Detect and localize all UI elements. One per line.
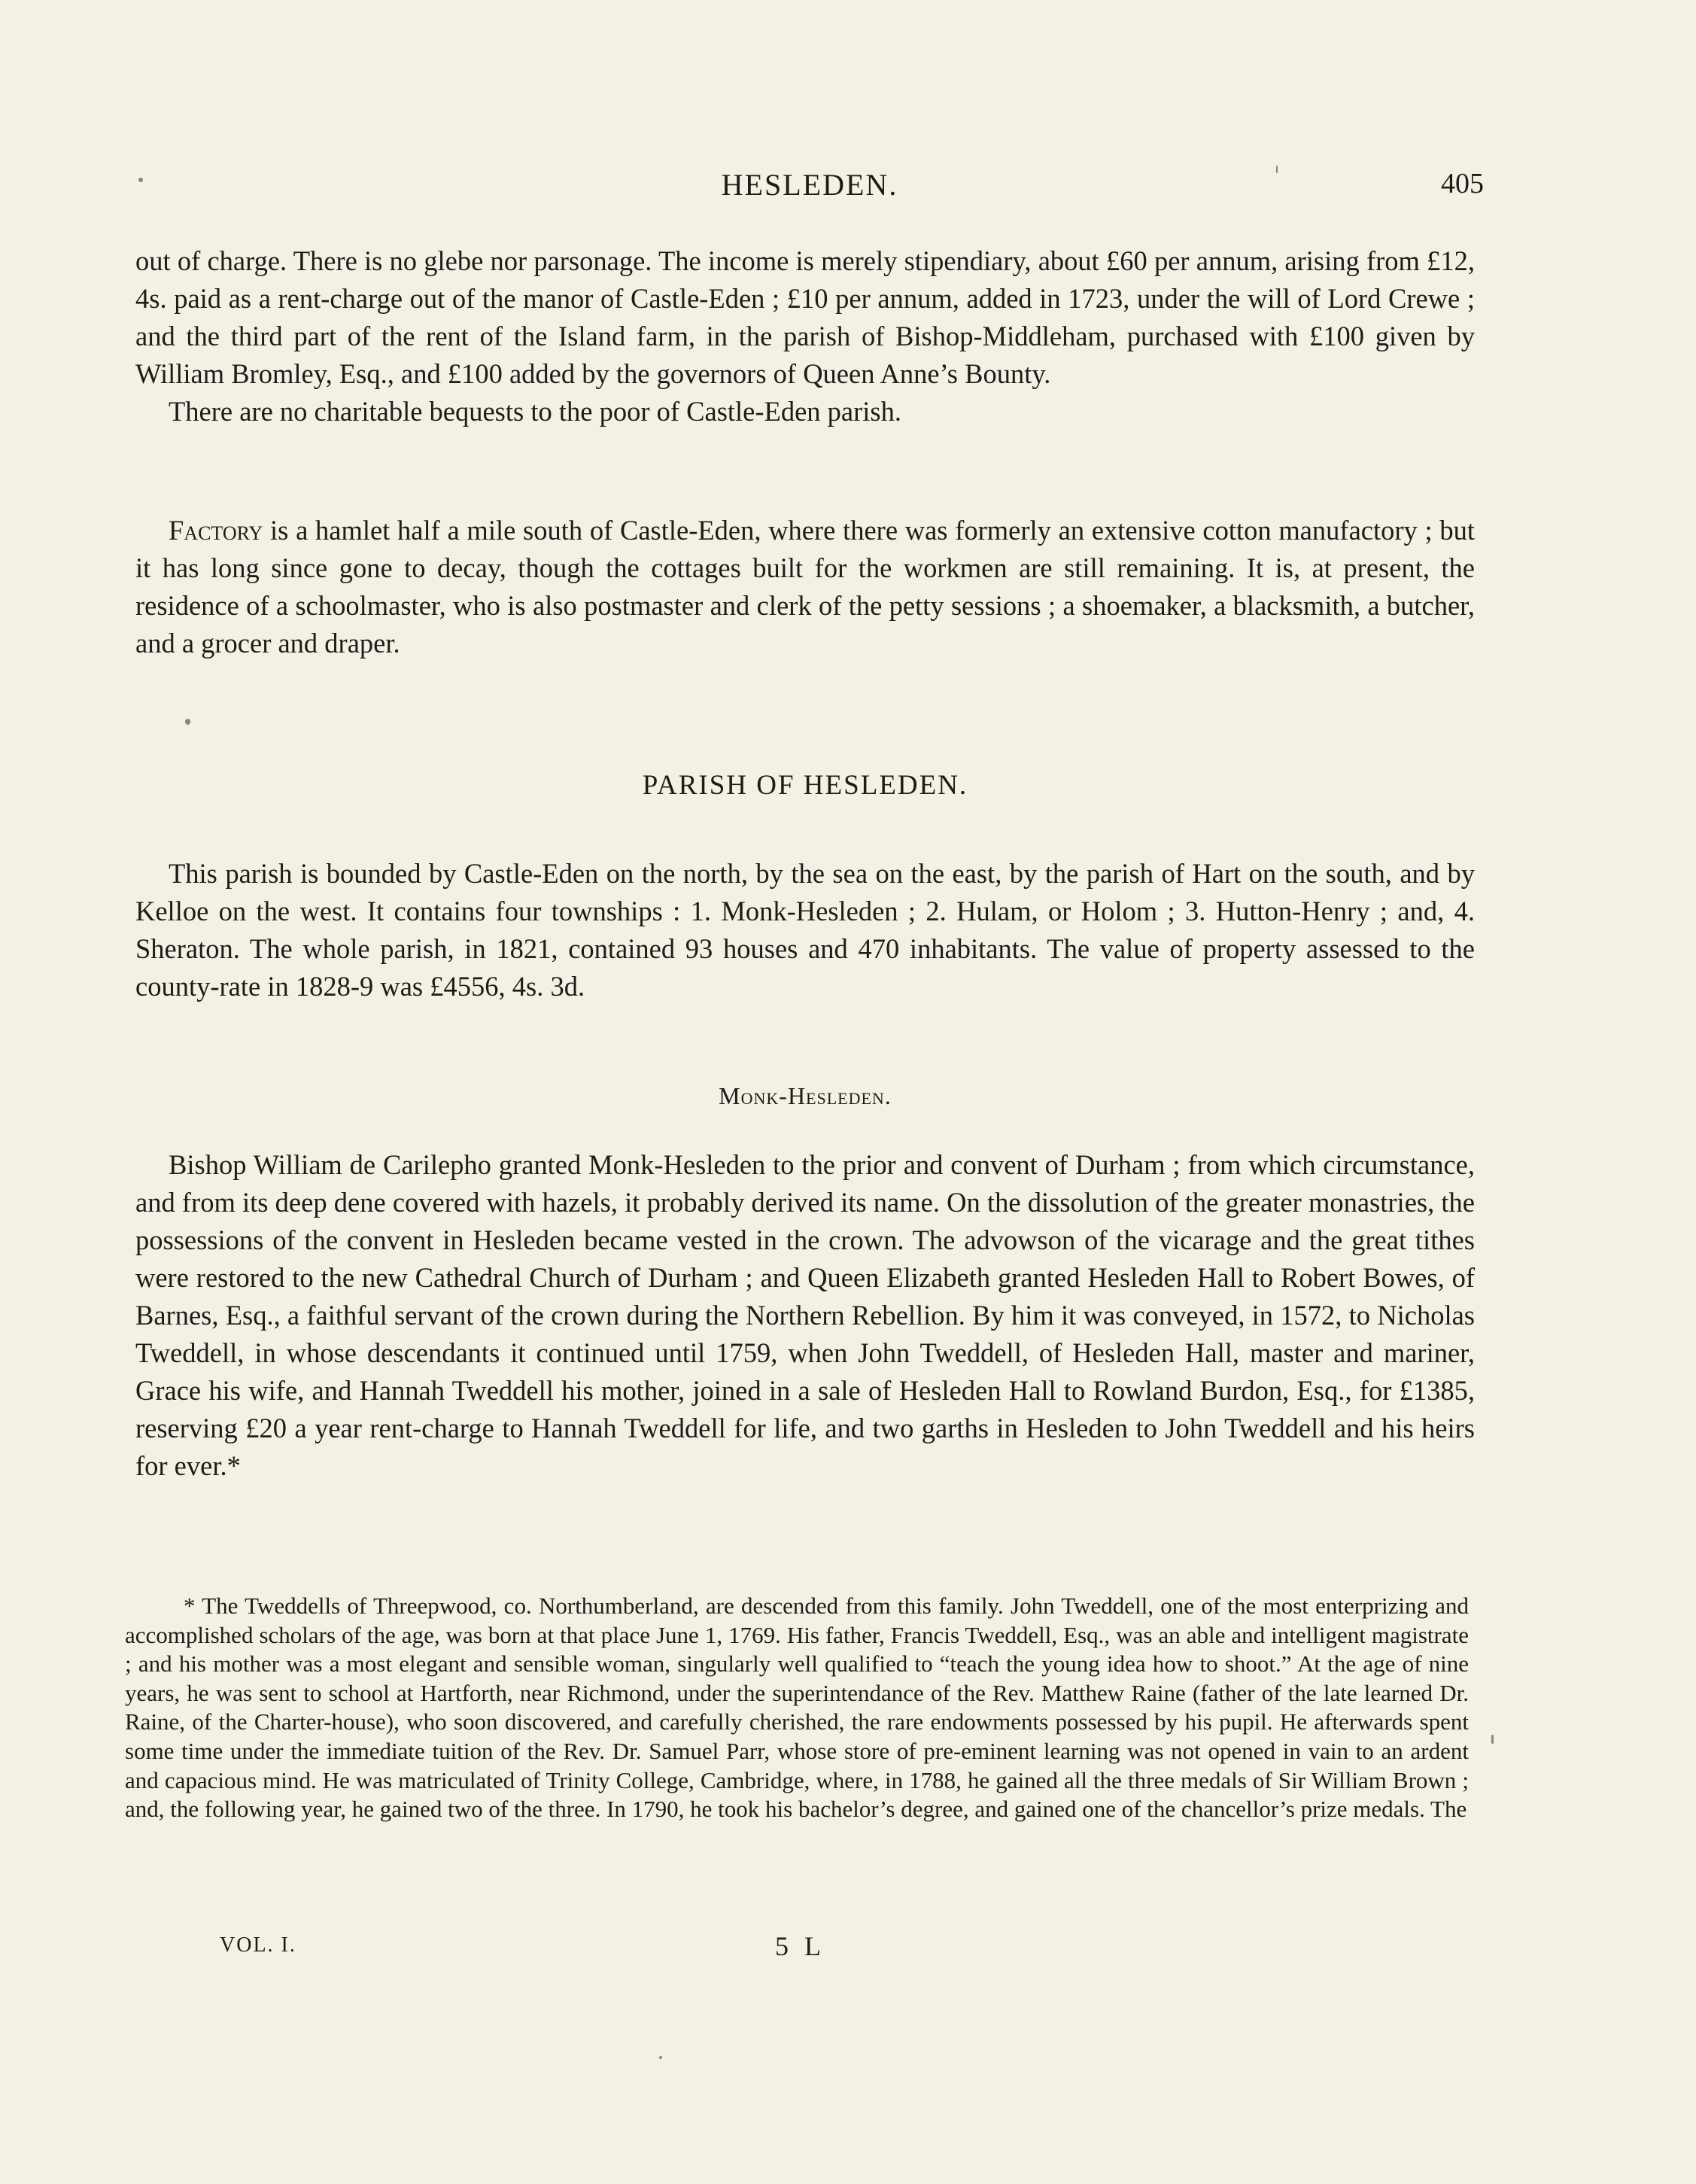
footnote — [125, 1592, 1469, 1824]
paper-speck — [1491, 1735, 1494, 1744]
running-title: HESLEDEN. — [721, 168, 898, 202]
factory-section — [135, 512, 1475, 662]
footnote-text: * The Tweddells of Threepwood, co. Northumberland, are descended from this family. John Tweddell, one of the most enterprizing and accomplished scholars of the age, was born at that place June 1, 1769. His father, Francis Tweddell, Esq., was an able and intelligent magistrate ; and his mother was a most elegant and sensible woman, singularly well qualified to “teach the young idea how to shoot.” At the age of nine years, he was sent to school at Hartforth, near Richmond, under the superintendance of the Rev. Matthew Raine (father of the late learned Dr. Raine, of the Charter-house), who soon discovered, and carefully cherished, the rare endowments possessed by his pupil. He afterwards spent some time under the immediate tuition of the Rev. Dr. Samuel Parr, whose store of pre-eminent learning was not opened in vain to an ardent and capacious mind. He was matriculated of Trinity College, Cambridge, where, in 1788, he gained all the three medals of Sir William Brown ; and, the following year, he gained two of the three. In 1790, he took his bachelor’s degree, and gained one of the chancellor’s prize medals. The — [125, 1592, 1469, 1823]
paper-speck — [1276, 166, 1278, 173]
factory-paragraph — [135, 512, 1475, 662]
monk-hesleden-section — [135, 1146, 1475, 1485]
parish-paragraph: This parish is bounded by Castle-Eden on the north, by the sea on the east, by the parish of Hart on the south, and by Kelloe on the west. It contains four townships : 1. Monk-Hesleden ; 2. Hulam, or Holom ; 3. Hutton-Henry ; and, 4. Sheraton. The whole parish, in 1821, contained 93 houses and 470 inhabitants. The value of property assessed to the county-rate in 1828-9 was £4556, 4s. 3d. — [135, 858, 1475, 1002]
parish-heading: PARISH OF HESLEDEN. — [642, 770, 968, 801]
income-paragraph: out of charge. There is no glebe nor parsonage. The income is merely stipendiary, about £60 per annum, arising from £12, 4s. paid as a rent-charge out of the manor of Castle-Eden ; £10 per annum, added in 1723, under the will of Lord Crewe ; and the third part of the rent of the Island farm, in the parish of Bishop-Middleham, purchased with £100 given by William Bromley, Esq., and £100 added by the governors of Queen Anne’s Bounty. — [135, 245, 1475, 389]
running-head — [135, 167, 1484, 212]
paper-speck — [138, 178, 143, 182]
factory-text: is a hamlet half a mile south of Castle-Eden, where there was formerly an extensive cotton manufactory ; but it has long since gone to decay, though the cottages built for the workmen are still remaining. It is, at present, the residence of a schoolmaster, who is also postmaster and clerk of the petty sessions ; a shoemaker, a blacksmith, a butcher, and a grocer and draper. — [135, 515, 1475, 659]
monk-hesleden-paragraph: Bishop William de Carilepho granted Monk-Hesleden to the prior and convent of Durham ; from which circumstance, and from its deep dene covered with hazels, it probably derived its name. On the dissolution of the greater monastries, the possessions of the convent in Hesleden became vested in the crown. The advowson of the vicarage and the great tithes were restored to the new Cathedral Church of Durham ; and Queen Elizabeth granted Hesleden Hall to Robert Bowes, of Barnes, Esq., a faithful servant of the crown during the Northern Rebellion. By him it was conveyed, in 1572, to Nicholas Tweddell, in whose descendants it continued until 1759, when John Tweddell, of Hesleden Hall, master and mariner, Grace his wife, and Hannah Tweddell his mother, joined in a sale of Hesleden Hall to Rowland Burdon, Esq., for £1385, reserving £20 a year rent-charge to Hannah Tweddell for life, and two garths in Hesleden to John Tweddell and his heirs for ever.* — [135, 1149, 1475, 1481]
castle-eden-continuation — [135, 242, 1475, 430]
page-number: 405 — [1441, 168, 1484, 199]
gathering-mark: 5 L — [775, 1931, 825, 1961]
paper-speck — [659, 2056, 662, 2059]
factory-lead-word: Factory — [169, 515, 263, 546]
paper-speck — [185, 719, 190, 725]
parish-section — [135, 855, 1475, 1005]
volume-signature: VOL. I. — [220, 1933, 296, 1957]
monk-hesleden-heading: Monk-Hesleden. — [719, 1082, 892, 1109]
bequests-paragraph: There are no charitable bequests to the poor of Castle-Eden parish. — [169, 396, 901, 427]
